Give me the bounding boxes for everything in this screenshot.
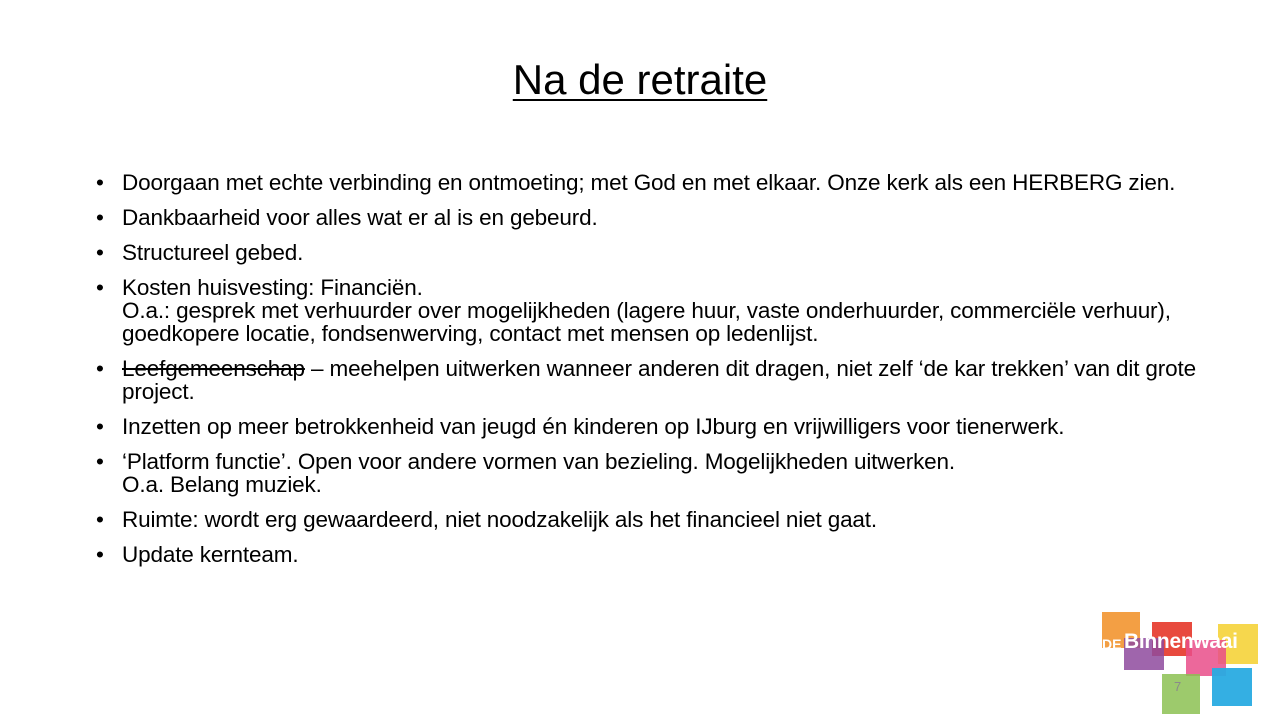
- struck-text: Leefgemeenschap: [122, 356, 305, 381]
- logo-prefix: DE: [1102, 636, 1122, 652]
- bullet-item: [96, 171, 1216, 194]
- logo-square: [1212, 668, 1252, 706]
- page-number: 7: [1174, 679, 1182, 694]
- bullet-item: [96, 543, 1216, 566]
- bullet-item: [96, 206, 1216, 229]
- bullet-item: [96, 241, 1216, 264]
- bullet-text: Doorgaan met echte verbinding en ontmoeting; met God en met elkaar. Onze kerk als een HERBERG zien.: [122, 170, 1176, 195]
- bullet-item: [96, 415, 1216, 438]
- slide-title: Na de retraite: [512, 56, 768, 103]
- bullet-subtext: O.a. Belang muziek.: [122, 472, 322, 497]
- bullet-text: • Kosten huisvesting: Financiën.: [122, 275, 423, 300]
- bullet-subtext: O.a.: gesprek met verhuurder over mogelijkheden (lagere huur, vaste onderhuurder, commerciële verhuur), goedkopere locatie, fondsenwerving, contact met mensen op ledenlijst.: [122, 298, 1171, 346]
- bullet-item: [96, 357, 1216, 403]
- bullet-item: [96, 276, 1216, 345]
- logo-name: Binnenwaai: [1124, 630, 1238, 653]
- bullet-text: Structureel gebed.: [122, 240, 304, 265]
- bullet-item: [96, 508, 1216, 531]
- bullet-list: [96, 171, 1216, 578]
- bullet-text: Ruimte: wordt erg gewaardeerd, niet noodzakelijk als het financieel niet gaat.: [122, 507, 877, 532]
- binnenwaai-logo: [1098, 610, 1258, 714]
- bullet-item: [96, 450, 1216, 496]
- bullet-text: • ‘Platform functie’. Open voor andere vormen van bezieling. Mogelijkheden uitwerken.: [122, 449, 956, 474]
- bullet-text: Inzetten op meer betrokkenheid van jeugd én kinderen op IJburg en vrijwilligers voor tienerwerk.: [122, 414, 1065, 439]
- bullet-text: Update kernteam.: [122, 542, 299, 567]
- bullet-text: Dankbaarheid voor alles wat er al is en gebeurd.: [122, 205, 598, 230]
- bullet-text: – meehelpen uitwerken wanneer anderen dit dragen, niet zelf ‘de kar trekken’ van dit grote project.: [122, 356, 1196, 404]
